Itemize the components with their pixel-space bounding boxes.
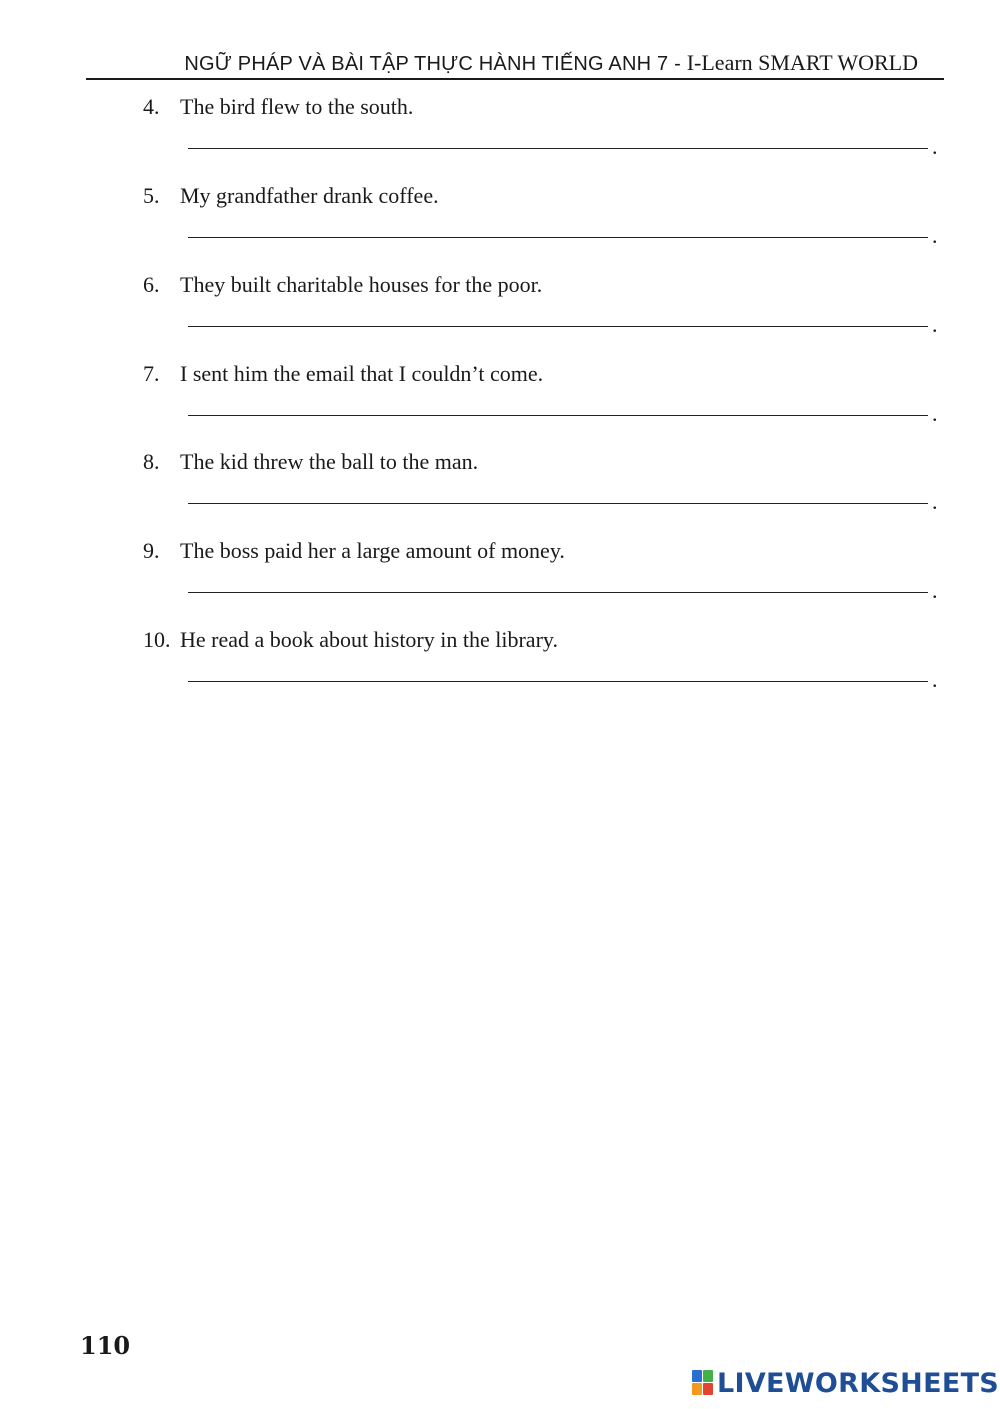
answer-period: . [932, 667, 938, 692]
item-number: 7. [143, 361, 160, 386]
brand-name: LIVEWORKSHEETS [717, 1367, 1000, 1399]
item-sentence: He read a book about history in the library. [180, 627, 558, 652]
answer-input[interactable] [188, 148, 928, 149]
item-number: 10. [143, 627, 171, 652]
liveworksheets-logo-icon [692, 1370, 714, 1396]
exercise-item [143, 449, 943, 537]
answer-period: . [932, 134, 938, 159]
item-prompt [143, 94, 413, 120]
exercise-item [143, 183, 943, 271]
item-prompt [143, 627, 558, 653]
answer-input[interactable] [188, 326, 928, 327]
logo-tile-red [703, 1383, 713, 1395]
answer-input[interactable] [188, 681, 928, 682]
item-number: 8. [143, 449, 160, 474]
exercise-item [143, 627, 943, 715]
item-number: 9. [143, 538, 160, 563]
item-sentence: The bird flew to the south. [180, 94, 414, 119]
answer-period: . [932, 489, 938, 514]
item-number: 6. [143, 272, 160, 297]
exercise-item [143, 94, 943, 182]
exercise-item [143, 361, 943, 449]
logo-tile-blue [692, 1370, 702, 1382]
item-sentence: My grandfather drank coffee. [180, 183, 439, 208]
answer-period: . [932, 312, 938, 337]
answer-period: . [932, 223, 938, 248]
page-number: 110 [80, 1331, 131, 1360]
item-sentence: They built charitable houses for the poor. [180, 272, 543, 297]
logo-tile-orange [692, 1383, 702, 1395]
exercise-item [143, 538, 943, 626]
item-sentence: The kid threw the ball to the man. [180, 449, 479, 474]
item-prompt [143, 183, 439, 209]
answer-input[interactable] [188, 503, 928, 504]
answer-input[interactable] [188, 592, 928, 593]
item-prompt [143, 538, 565, 564]
answer-input[interactable] [188, 415, 928, 416]
item-number: 5. [143, 183, 160, 208]
answer-period: . [932, 401, 938, 426]
item-sentence: The boss paid her a large amount of money. [180, 538, 565, 563]
logo-tile-green [703, 1370, 713, 1382]
exercise-item [143, 272, 943, 360]
item-number: 4. [143, 94, 160, 119]
answer-period: . [932, 578, 938, 603]
item-prompt [143, 272, 542, 298]
answer-input[interactable] [188, 237, 928, 238]
header-title-vn: NGỮ PHÁP VÀ BÀI TẬP THỰC HÀNH TIẾNG ANH 7 - [184, 53, 687, 75]
item-prompt [143, 449, 478, 475]
header-title-en: I-Learn SMART WORLD [686, 50, 918, 75]
item-sentence: I sent him the email that I couldn’t come. [180, 361, 544, 386]
item-prompt [143, 361, 543, 387]
liveworksheets-brand[interactable] [692, 1367, 999, 1399]
